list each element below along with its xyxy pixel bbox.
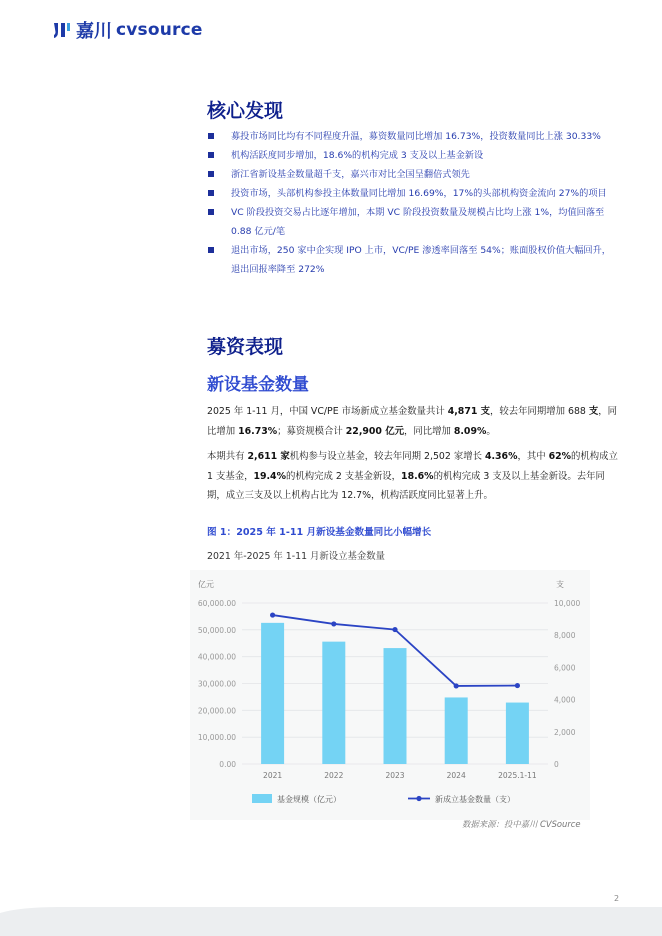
right-tick-label: 8,000 — [554, 631, 576, 641]
logo-mark-icon — [52, 20, 72, 40]
para-text: 2025 年 1-11 月，中国 VC/PE 市场新成立基金数量共计 — [207, 406, 448, 417]
para-highlight: 22,900 亿元 — [345, 425, 404, 437]
fundraising-heading: 募资表现 — [207, 336, 284, 358]
point-fund-count — [392, 627, 397, 632]
para-highlight: 16.73% — [238, 425, 278, 437]
bar-fund-size — [261, 623, 284, 764]
legend-swatch-bar — [252, 794, 272, 803]
finding-item: 投资市场，头部机构参投主体数量同比增加 16.69%，17%的头部机构资金流向 27%的项目 — [207, 184, 619, 203]
fund-chart — [190, 570, 590, 820]
finding-item: 退出市场，250 家中企实现 IPO 上市，VC/PE 渗透率回落至 54%；账面股权价值大幅回升，退出回报率降至 272% — [207, 241, 619, 279]
x-tick-label: 2022 — [324, 771, 344, 780]
data-source: 数据来源：投中嘉川 CVSource — [462, 819, 581, 829]
para-text: ；募资规模合计 — [277, 425, 346, 437]
right-axis-unit: 支 — [556, 580, 564, 589]
para-text: 的机构完成 2 支基金新设， — [285, 470, 402, 482]
para-highlight: 支 — [588, 406, 599, 417]
x-tick-label: 2024 — [446, 771, 466, 780]
bar-fund-size — [506, 703, 529, 764]
para-highlight: 4.36% — [484, 451, 518, 462]
x-tick-label: 2023 — [385, 771, 405, 780]
para-text: ，其中 — [517, 451, 549, 462]
finding-item: 募投市场同比均有不同程度升温，募资数量同比增加 16.73%，投资数量同比上涨 30.33% — [207, 127, 619, 146]
figure-title: 图 1：2025 年 1-11 月新设基金数量同比小幅增长 — [207, 527, 432, 538]
footer-decoration — [0, 895, 662, 936]
page-number: 2 — [614, 894, 620, 903]
logo-cn-text: 嘉川 — [76, 21, 112, 42]
para-text: ，较去年同期增加 688 — [490, 406, 589, 417]
right-tick-label: 2,000 — [554, 727, 576, 737]
left-tick-label: 20,000.00 — [197, 706, 236, 716]
bar-fund-size — [445, 697, 468, 764]
finding-item: 浙江省新设基金数量超千支，嘉兴市对比全国呈翻倍式领先 — [207, 165, 619, 184]
logo-en-text: cvsource — [116, 20, 203, 40]
point-fund-count — [270, 612, 275, 617]
bar-fund-size — [322, 642, 345, 764]
legend-label-bar: 基金规模（亿元） — [277, 795, 341, 804]
para-highlight: 2,611 家 — [247, 451, 290, 462]
finding-item: 机构活跃度同步增加，18.6%的机构完成 3 支及以上基金新设 — [207, 146, 619, 165]
right-tick-label: 0 — [554, 760, 559, 769]
figure-subtitle: 2021 年-2025 年 1-11 月新设立基金数量 — [207, 551, 386, 562]
paragraph-institutions — [207, 447, 621, 506]
para-text: ，同比增加 — [403, 425, 454, 437]
para-text: 本期共有 — [207, 451, 248, 462]
left-tick-label: 40,000.00 — [197, 652, 236, 662]
para-text: 的机构完成 3 支及以上基金新设。去年同期，成立三支及以上机构占比为 12.7%，机构活跃度同比显著上升。 — [207, 470, 605, 501]
para-text: 的机构成立 1 支基金， — [207, 451, 618, 482]
finding-item: VC 阶段投资交易占比逐年增加，本期 VC 阶段投资数量及规模占比均上涨 1%，均值回落至 0.88 亿元/笔 — [207, 203, 619, 241]
paragraph-new-funds — [207, 402, 621, 441]
left-tick-label: 10,000.00 — [197, 733, 236, 743]
left-tick-label: 60,000.00 — [197, 599, 236, 608]
legend-marker-line — [416, 796, 421, 801]
bar-fund-size — [384, 648, 407, 764]
para-highlight: 4,871 支 — [447, 406, 491, 417]
new-funds-subheading: 新设基金数量 — [207, 375, 309, 395]
left-tick-label: 50,000.00 — [197, 625, 236, 635]
point-fund-count — [454, 683, 459, 688]
x-tick-label: 2021 — [263, 771, 283, 780]
left-tick-label: 30,000.00 — [197, 679, 236, 689]
x-tick-label: 2025.1-11 — [498, 771, 537, 780]
para-highlight: 18.6% — [401, 470, 434, 482]
legend-label-line: 新成立基金数量（支） — [435, 795, 515, 804]
right-tick-label: 10,000 — [554, 599, 581, 608]
para-text: 。 — [486, 425, 496, 437]
core-findings-list — [207, 127, 619, 279]
para-highlight: 62% — [548, 451, 572, 462]
para-highlight: 19.4% — [253, 470, 286, 482]
chart-container — [190, 570, 590, 820]
logo — [52, 17, 203, 43]
para-text: 机构参与设立基金，较去年同期 2,502 家增长 — [289, 451, 485, 462]
point-fund-count — [331, 621, 336, 626]
core-findings-heading: 核心发现 — [207, 100, 284, 122]
right-tick-label: 6,000 — [554, 663, 576, 673]
para-highlight: 8.09% — [453, 425, 487, 437]
left-axis-unit: 亿元 — [198, 580, 214, 589]
para-text: ，同比增加 — [207, 406, 618, 437]
point-fund-count — [515, 683, 520, 688]
left-tick-label: 0.00 — [219, 760, 236, 769]
right-tick-label: 4,000 — [554, 695, 576, 705]
